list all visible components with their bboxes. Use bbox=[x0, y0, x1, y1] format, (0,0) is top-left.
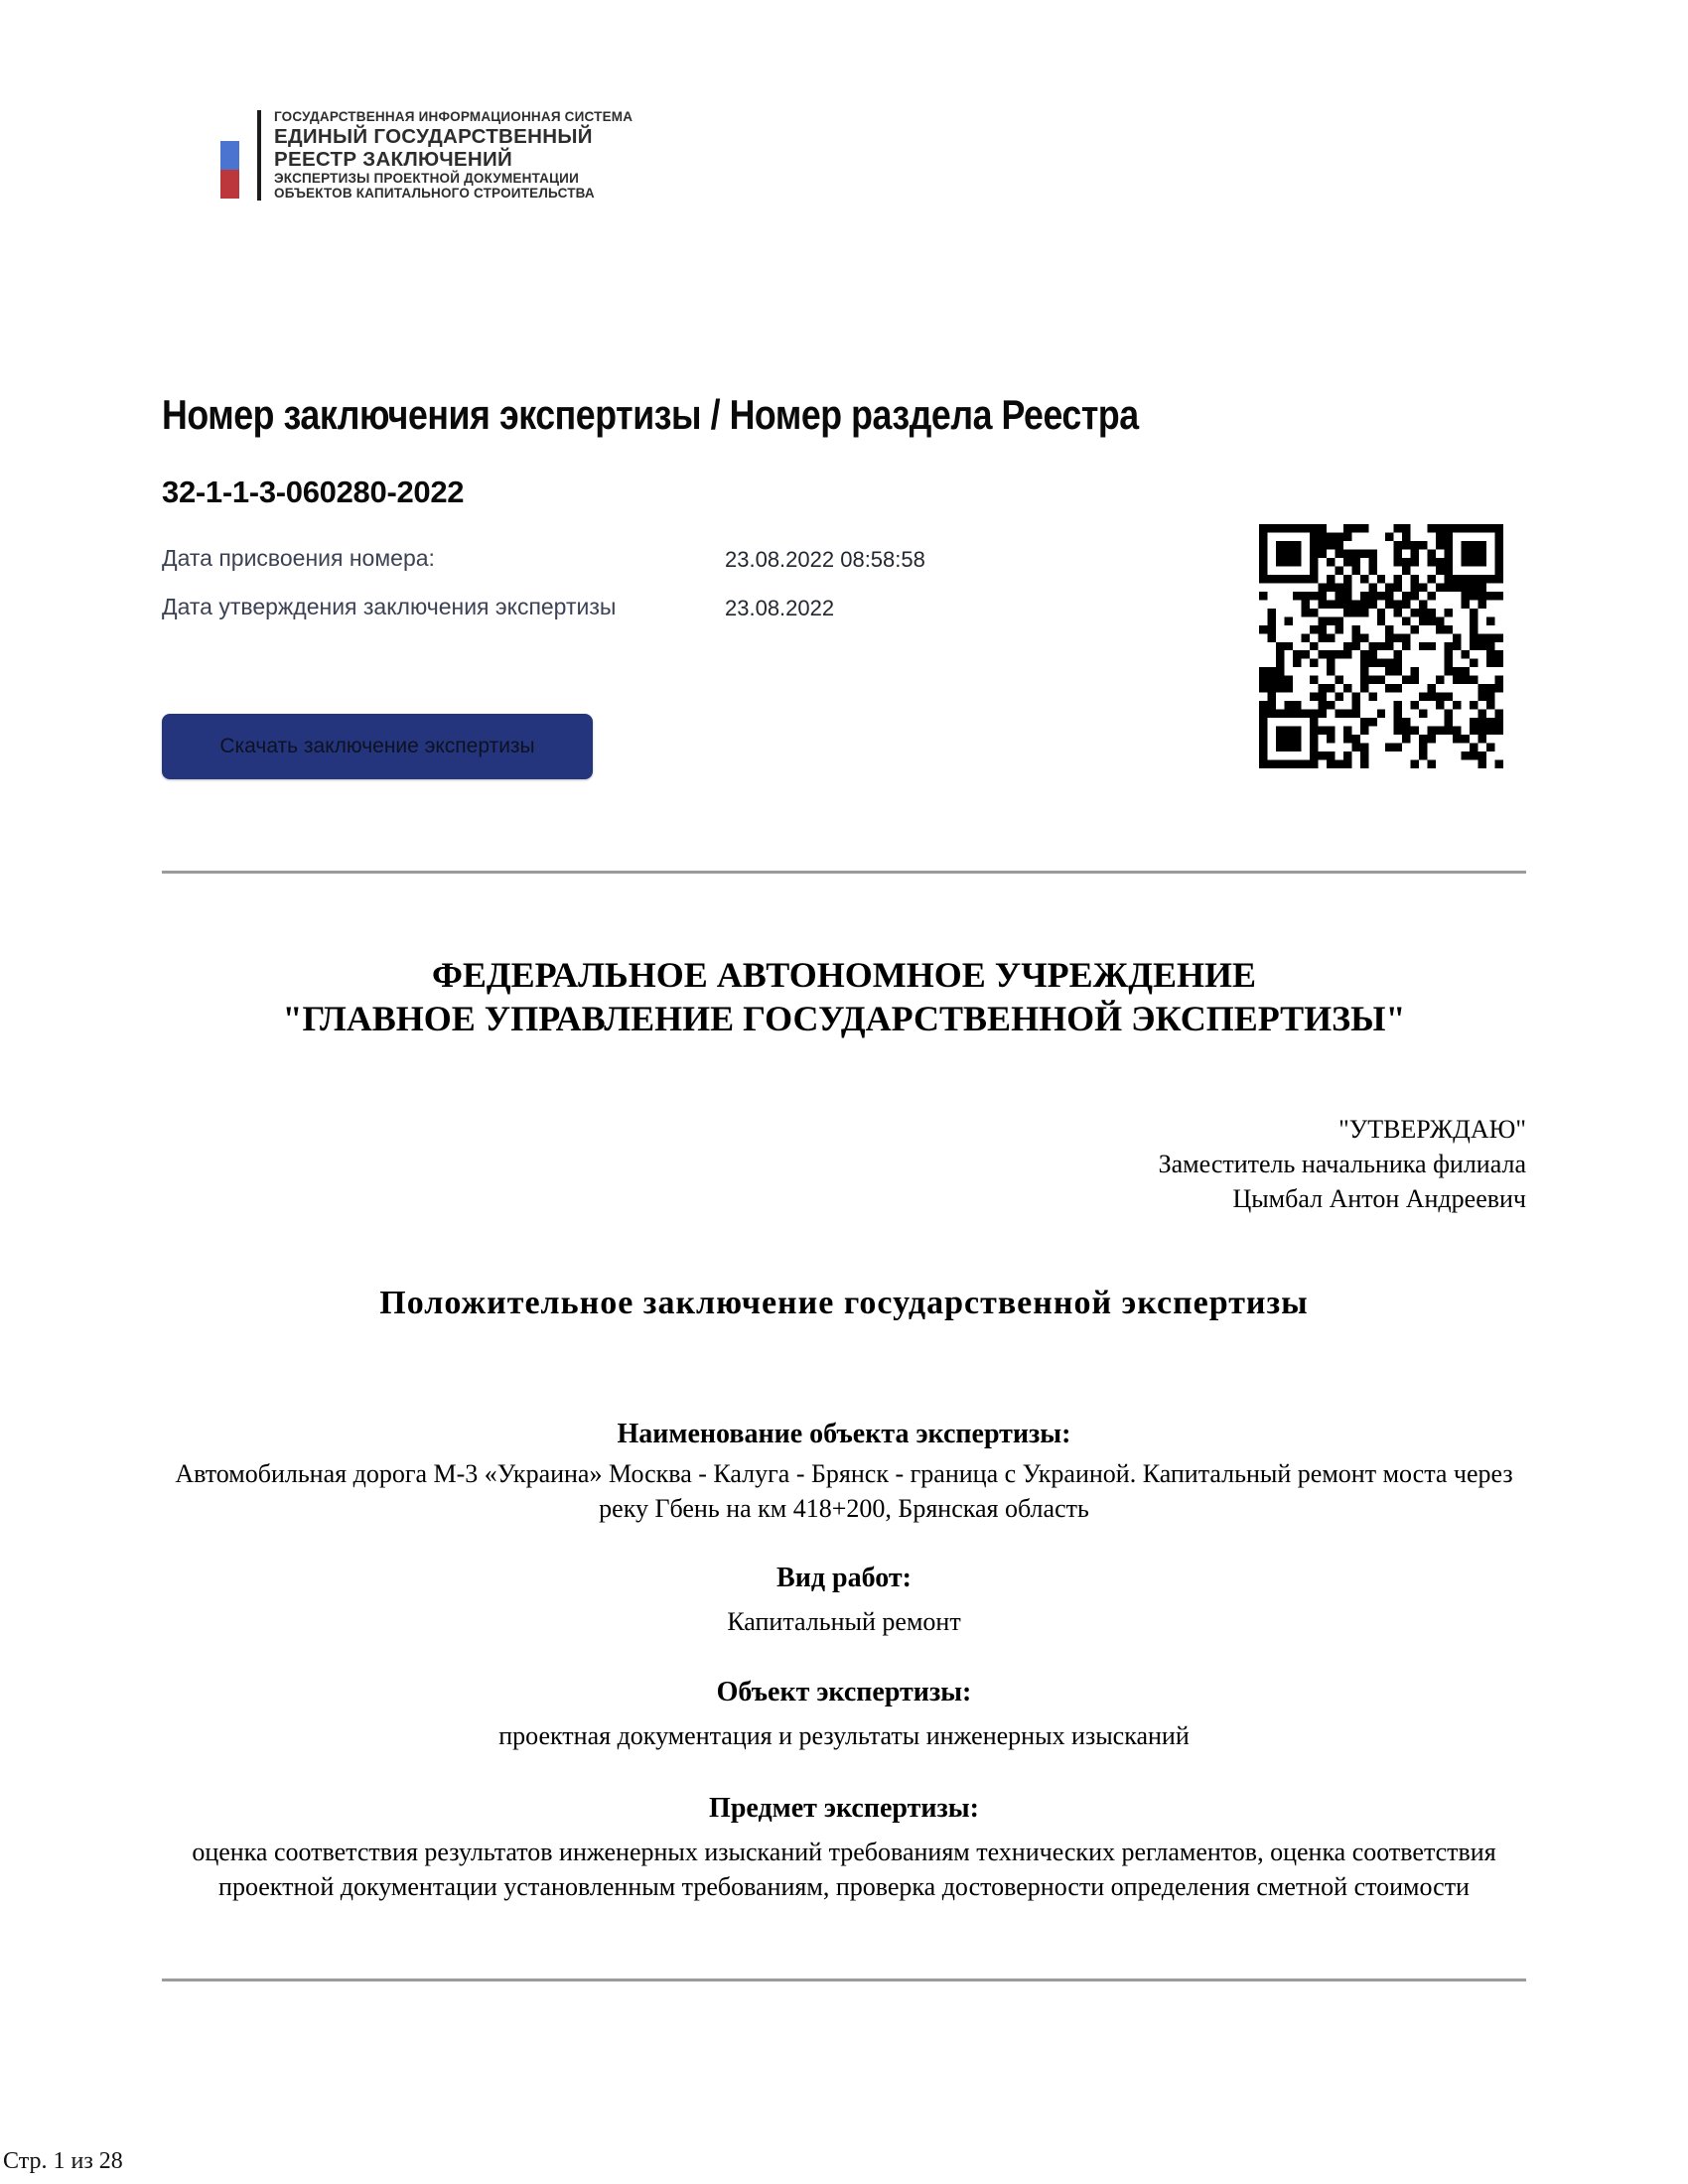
field-value-date-assigned: 23.08.2022 08:58:58 bbox=[725, 547, 925, 572]
document-title: Положительное заключение государственной экспертизы bbox=[379, 1285, 1309, 1321]
bottom-divider bbox=[162, 1979, 1526, 1981]
section-heading-work-type: Вид работ: bbox=[776, 1563, 912, 1593]
page-number-footer: Стр. 1 из 28 bbox=[3, 2148, 123, 2174]
section-body-object-name: Автомобильная дорога М-3 «Украина» Москва - Калуга - Брянск - граница с Украиной. Капитальный ремонт моста через реку Гбень на км 418+200, Брянская область bbox=[175, 1459, 1513, 1523]
organization-name-line1: ФЕДЕРАЛЬНОЕ АВТОНОМНОЕ УЧРЕЖДЕНИЕ bbox=[431, 955, 1257, 995]
download-conclusion-button[interactable]: Скачать заключение экспертизы bbox=[162, 714, 593, 779]
flag-red-stripe bbox=[220, 170, 239, 199]
field-label-date-approved: Дата утверждения заключения экспертизы bbox=[162, 594, 617, 619]
registry-logo bbox=[274, 109, 633, 202]
top-divider bbox=[162, 871, 1526, 874]
logo-line-registry: РЕЕСТР ЗАКЛЮЧЕНИЙ bbox=[274, 147, 513, 171]
logo-divider-bar bbox=[257, 110, 261, 201]
section-body-work-type: Капитальный ремонт bbox=[727, 1607, 961, 1636]
approval-block bbox=[162, 1112, 1526, 1216]
logo-line-system: ГОСУДАРСТВЕННАЯ ИНФОРМАЦИОННАЯ СИСТЕМА bbox=[274, 109, 633, 124]
flag-blue-stripe bbox=[220, 141, 239, 170]
qr-code bbox=[1259, 524, 1503, 768]
field-label-date-assigned: Дата присвоения номера: bbox=[162, 545, 435, 571]
approval-stamp: "УТВЕРЖДАЮ" bbox=[1338, 1115, 1526, 1144]
section-body-expertise-subject: оценка соответствия результатов инженерных изысканий требованиям технических регламентов, оценка соответствия проектной документации установленным требованиям, проверка достоверности определения сметной стоимости bbox=[192, 1838, 1496, 1901]
organization-name-line2: "ГЛАВНОЕ УПРАВЛЕНИЕ ГОСУДАРСТВЕННОЙ ЭКСПЕРТИЗЫ" bbox=[282, 999, 1406, 1038]
section-heading-expertise-object: Объект экспертизы: bbox=[716, 1677, 972, 1707]
page-title: Номер заключения экспертизы / Номер раздела Реестра bbox=[162, 391, 1139, 438]
section-body-expertise-object: проектная документация и результаты инженерных изысканий bbox=[498, 1721, 1190, 1750]
approver-position: Заместитель начальника филиала bbox=[1158, 1150, 1526, 1178]
section-heading-expertise-subject: Предмет экспертизы: bbox=[709, 1793, 979, 1824]
russia-flag-icon bbox=[220, 141, 239, 199]
section-heading-object-name: Наименование объекта экспертизы: bbox=[617, 1419, 1071, 1449]
registry-number: 32-1-1-3-060280-2022 bbox=[162, 475, 465, 509]
approver-name: Цымбал Антон Андреевич bbox=[1232, 1184, 1526, 1213]
logo-line-objects: ОБЪЕКТОВ КАПИТАЛЬНОГО СТРОИТЕЛЬСТВА bbox=[274, 186, 595, 201]
organization-name bbox=[162, 953, 1526, 1040]
field-value-date-approved: 23.08.2022 bbox=[725, 596, 835, 620]
logo-line-unified: ЕДИНЫЙ ГОСУДАРСТВЕННЫЙ bbox=[274, 124, 593, 148]
logo-line-expertise: ЭКСПЕРТИЗЫ ПРОЕКТНОЙ ДОКУМЕНТАЦИИ bbox=[274, 170, 579, 186]
